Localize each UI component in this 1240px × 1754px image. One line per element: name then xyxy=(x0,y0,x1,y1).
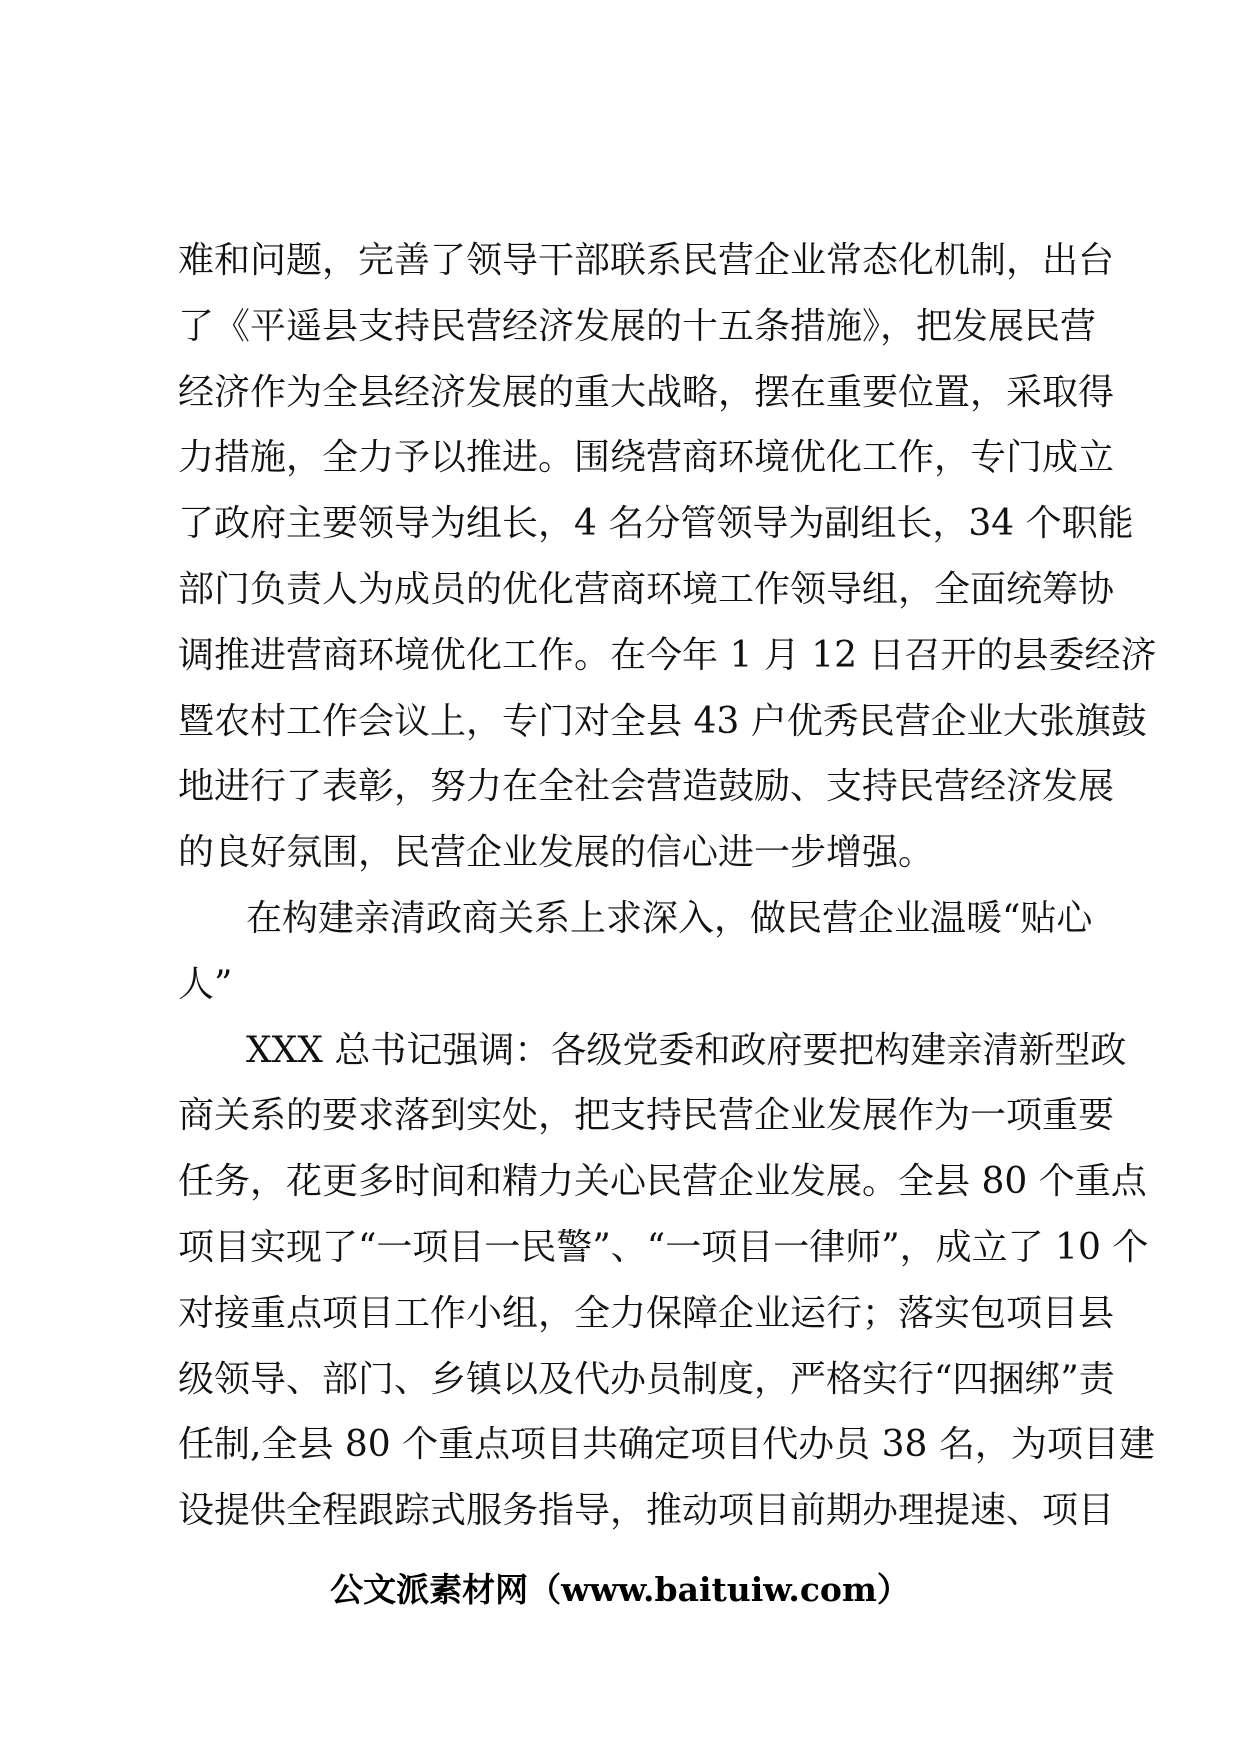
text-line: XXX 总书记强调：各级党委和政府要把构建亲清新型政 xyxy=(246,1029,1127,1071)
text-line: 了政府主要领导为组长，4 名分管领导为副组长，34 个职能 xyxy=(178,503,1134,545)
body-text xyxy=(178,228,1157,1544)
text-line: 的良好氛围，民营企业发展的信心进一步增强。 xyxy=(178,832,935,874)
text-line: 对接重点项目工作小组，全力保障企业运行；落实包项目县 xyxy=(178,1292,1115,1334)
text-line: 任制,全县 80 个重点项目共确定项目代办员 38 名，为项目建 xyxy=(178,1424,1155,1466)
section-heading-line: 人” xyxy=(178,963,233,1005)
text-line: 设提供全程跟踪式服务指导，推动项目前期办理提速、项目 xyxy=(178,1490,1115,1532)
text-line: 暨农村工作会议上，专门对全县 43 户优秀民营企业大张旗鼓 xyxy=(178,700,1147,742)
text-line: 了《平遥县支持民营经济发展的十五条措施》，把发展民营 xyxy=(178,305,1097,347)
text-line: 项目实现了“一项目一民警”、“一项目一律师”，成立了 10 个 xyxy=(178,1226,1149,1268)
text-line: 调推进营商环境优化工作。在今年 1 月 12 日召开的县委经济 xyxy=(178,634,1157,676)
text-line: 经济作为全县经济发展的重大战略，摆在重要位置，采取得 xyxy=(178,371,1115,413)
section-heading-line: 在构建亲清政商关系上求深入，做民营企业温暖“贴心 xyxy=(246,897,1093,939)
text-line: 任务，花更多时间和精力关心民营企业发展。全县 80 个重点 xyxy=(178,1161,1147,1203)
page-footer: 公文派素材网（www.baituiw.com） xyxy=(330,1570,910,1609)
text-line: 地进行了表彰，努力在全社会营造鼓励、支持民营经济发展 xyxy=(178,766,1115,808)
text-line: 部门负责人为成员的优化营商环境工作领导组，全面统筹协 xyxy=(178,568,1115,610)
text-line: 力措施，全力予以推进。围绕营商环境优化工作，专门成立 xyxy=(178,437,1115,479)
text-line: 商关系的要求落到实处，把支持民营企业发展作为一项重要 xyxy=(178,1095,1115,1137)
text-line: 级领导、部门、乡镇以及代办员制度，严格实行“四捆绑”责 xyxy=(178,1358,1115,1400)
text-line: 难和问题，完善了领导干部联系民营企业常态化机制，出台 xyxy=(178,240,1115,281)
